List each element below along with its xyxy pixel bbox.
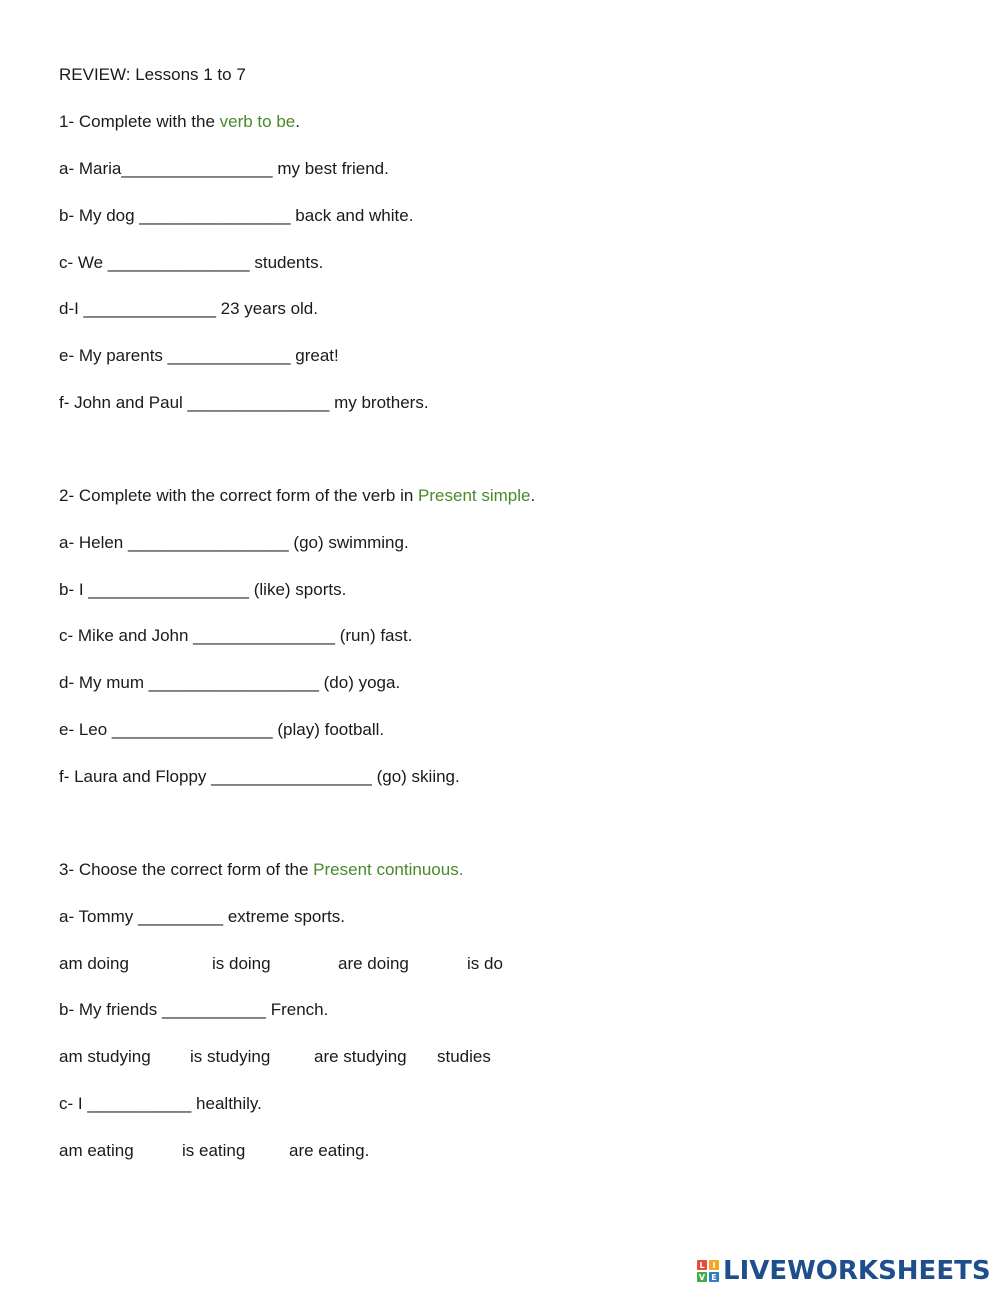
option-are-doing[interactable]: are doing bbox=[338, 954, 409, 973]
section3-heading: 3- Choose the correct form of the Present continuous. bbox=[59, 860, 464, 879]
section2-item-d[interactable]: d- My mum __________________ (do) yoga. bbox=[59, 673, 401, 692]
section2-item-b[interactable]: b- I _________________ (like) sports. bbox=[59, 580, 347, 599]
logo-letter-i: I bbox=[709, 1260, 719, 1270]
option-studies[interactable]: studies bbox=[437, 1047, 491, 1066]
section1-heading: 1- Complete with the verb to be. bbox=[59, 112, 300, 131]
option-is-studying[interactable]: is studying bbox=[190, 1047, 271, 1066]
section2-item-c[interactable]: c- Mike and John _______________ (run) fast. bbox=[59, 626, 413, 645]
page-title: REVIEW: Lessons 1 to 7 bbox=[59, 65, 246, 84]
section3-question-b[interactable]: b- My friends ___________ French. bbox=[59, 1000, 329, 1019]
option-is-do[interactable]: is do bbox=[467, 954, 503, 973]
section1-item-b[interactable]: b- My dog ________________ back and white. bbox=[59, 206, 414, 225]
option-is-doing[interactable]: is doing bbox=[212, 954, 271, 973]
section2-heading: 2- Complete with the correct form of the verb in Present simple. bbox=[59, 486, 536, 505]
section2-item-e[interactable]: e- Leo _________________ (play) football. bbox=[59, 720, 385, 739]
section1-item-c[interactable]: c- We _______________ students. bbox=[59, 253, 324, 272]
option-are-eating[interactable]: are eating. bbox=[289, 1141, 370, 1160]
section2-item-f[interactable]: f- Laura and Floppy _________________ (go) skiing. bbox=[59, 767, 460, 786]
section1-item-e[interactable]: e- My parents _____________ great! bbox=[59, 346, 339, 365]
option-am-doing[interactable]: am doing bbox=[59, 954, 129, 973]
option-are-studying[interactable]: are studying bbox=[314, 1047, 407, 1066]
logo-letter-l: L bbox=[697, 1260, 707, 1270]
logo-mark-icon bbox=[697, 1260, 719, 1282]
option-am-eating[interactable]: am eating bbox=[59, 1141, 134, 1160]
section3-question-c[interactable]: c- I ___________ healthily. bbox=[59, 1094, 262, 1113]
section1-item-d[interactable]: d-I ______________ 23 years old. bbox=[59, 299, 318, 318]
liveworksheets-logo bbox=[697, 1254, 991, 1288]
option-am-studying[interactable]: am studying bbox=[59, 1047, 151, 1066]
logo-text: LIVEWORKSHEETS bbox=[723, 1256, 991, 1286]
section1-item-f[interactable]: f- John and Paul _______________ my brothers. bbox=[59, 393, 429, 412]
option-is-eating[interactable]: is eating bbox=[182, 1141, 246, 1160]
section1-item-a[interactable]: a- Maria________________ my best friend. bbox=[59, 159, 389, 178]
logo-letter-e: E bbox=[709, 1272, 719, 1282]
logo-letter-v: V bbox=[698, 1272, 706, 1282]
section3-question-a[interactable]: a- Tommy _________ extreme sports. bbox=[59, 907, 345, 926]
section2-item-a[interactable]: a- Helen _________________ (go) swimming. bbox=[59, 533, 409, 552]
